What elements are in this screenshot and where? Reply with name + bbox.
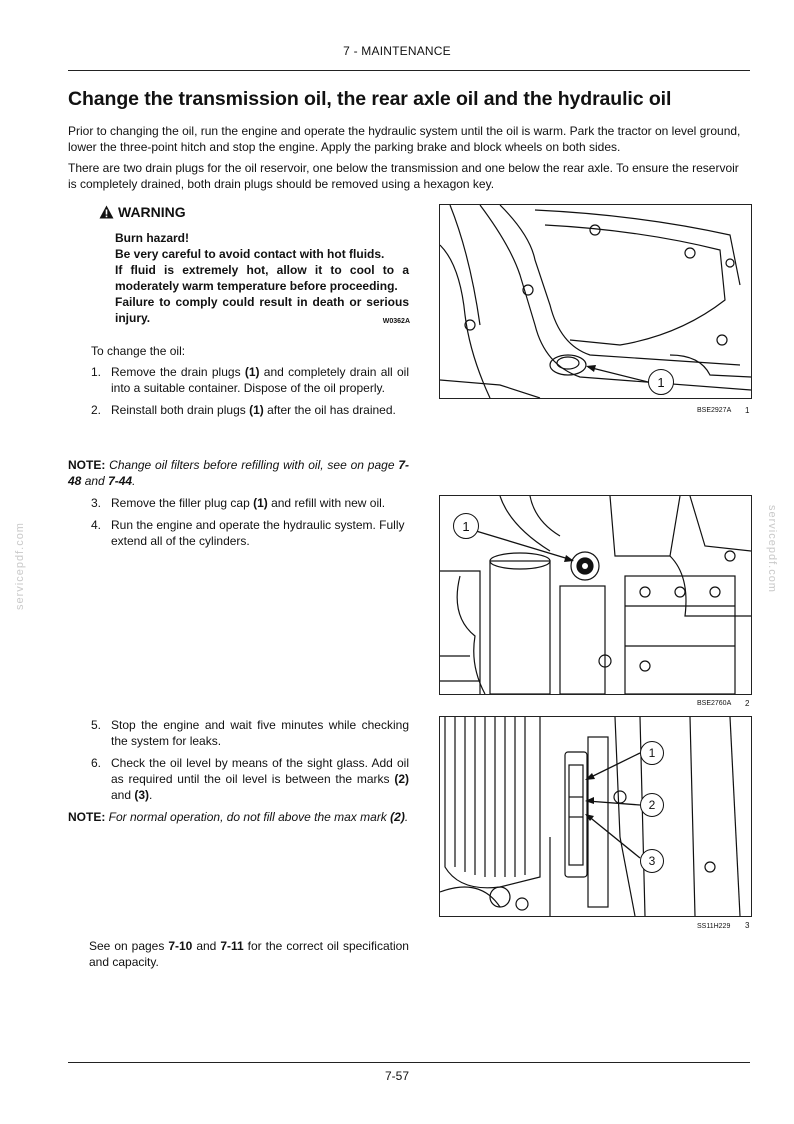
warning-line-2: Be very careful to avoid contact with hot fluids. (115, 247, 385, 261)
figure-1-callout-arrow (440, 205, 751, 398)
note-1-text-e: . (132, 474, 136, 488)
step-1-text-a: Remove the drain plugs (111, 365, 245, 379)
warning-triangle-icon (99, 205, 114, 219)
figure-1-code: BSE2927A (697, 407, 732, 414)
figure-3-callout-arrows (440, 717, 751, 916)
watermark-right: servicepdf.com (766, 505, 778, 593)
figure-3-callout-2: 2 (640, 793, 664, 817)
step-3-number: 3. (91, 496, 102, 510)
step-5-number: 5. (91, 718, 102, 732)
step-1-text (111, 364, 409, 396)
step-6-text-a: Check the oil level by means of the sight glass. Add oil as required until the oil level is between the marks (111, 756, 409, 786)
step-5-text: Stop the engine and wait five minutes while checking the system for leaks. (111, 718, 409, 748)
step-3 (91, 495, 409, 511)
warning-line-1: Burn hazard! (115, 231, 190, 245)
to-change-label: To change the oil: (91, 344, 186, 358)
intro-paragraph-2: There are two drain plugs for the oil reservoir, one below the transmission and one below the rear axle. To ensure the reservoir is completely drained, both drain plugs should be removed using a hexagon key. (68, 161, 739, 191)
steps-list-3 (91, 717, 409, 803)
step-2-text-a: Reinstall both drain plugs (111, 403, 250, 417)
step-2-ref: (1) (249, 403, 264, 417)
warning-title: WARNING (118, 204, 186, 220)
see-pages-text (89, 938, 409, 970)
figure-2-code: BSE2760A (697, 700, 732, 707)
figure-2-callout-arrow (440, 496, 751, 694)
step-6-number: 6. (91, 756, 102, 770)
step-3-text-a: Remove the filler plug cap (111, 496, 254, 510)
warning-line-4: Failure to comply could result in death or serious injury. (115, 295, 409, 325)
step-4-number: 4. (91, 518, 102, 532)
warning-body (115, 230, 409, 326)
intro-paragraph-1: Prior to changing the oil, run the engine and operate the hydraulic system until the oil is warm. Park the tractor on level ground, lower the three-point hitch and stop the engine. Apply the parking brake and block wheels on both sides. (68, 124, 741, 154)
note-2 (68, 809, 409, 825)
step-2-text-c: after the oil has drained. (263, 403, 396, 417)
figure-1-number: 1 (745, 406, 750, 415)
note-1-text-c: and (81, 474, 109, 488)
page-number: 7-57 (384, 1069, 410, 1083)
step-1-ref: (1) (244, 365, 260, 379)
figure-1-drain-plug (439, 204, 752, 399)
figure-3-callout-3: 3 (640, 849, 664, 873)
see-pages-text-e: for the correct oil specification and capacity. (89, 939, 409, 969)
step-4-text: Run the engine and operate the hydraulic system. Fully extend all of the cylinders. (111, 518, 405, 548)
step-2-number: 2. (91, 403, 102, 417)
step-6 (91, 755, 409, 803)
footer-rule (68, 1062, 750, 1063)
step-1-text-c: and completely drain all oil into a suitable container. Dispose of the oil properly. (111, 365, 409, 395)
step-3-text (111, 495, 409, 511)
step-2-text (111, 402, 409, 418)
step-6-text-c: and (111, 788, 135, 802)
figure-3-sight-glass (439, 716, 752, 917)
step-3-ref: (1) (253, 496, 268, 510)
steps-list-1 (91, 364, 409, 418)
see-pages-ref-2: 7-11 (220, 939, 244, 953)
see-pages-text-a: See on pages (89, 939, 169, 953)
note-1 (68, 457, 409, 489)
note-1-text-a: Change oil filters before refilling with oil, see on page (105, 458, 399, 472)
warning-heading (99, 204, 186, 220)
figure-2-filler-cap (439, 495, 752, 695)
figure-3-callout-1: 1 (640, 741, 664, 765)
note-2-ref: (2) (390, 810, 405, 824)
warning-code: W0362A (382, 318, 410, 325)
note-2-text-c: . (404, 810, 409, 824)
header-rule (68, 70, 750, 71)
step-1 (91, 364, 409, 396)
step-5 (91, 717, 409, 749)
see-pages-ref-1: 7-10 (168, 939, 193, 953)
figure-3-number: 3 (745, 921, 750, 930)
note-2-text-a: For normal operation, do not fill above the max mark (105, 810, 391, 824)
watermark-left: servicepdf.com (14, 522, 26, 610)
step-3-text-c: and refill with new oil. (267, 496, 386, 510)
page-title: Change the transmission oil, the rear axle oil and the hydraulic oil (68, 88, 672, 110)
figure-3-code: SS11H229 (697, 923, 731, 930)
warning-line-3: If fluid is extremely hot, allow it to cool to a moderately warm temperature before proceeding. (115, 263, 409, 293)
note-1-page-ref-2: 7-44 (108, 474, 133, 488)
note-2-label: NOTE: (68, 810, 106, 824)
step-6-ref-3: (3) (134, 788, 150, 802)
note-1-label: NOTE: (68, 458, 106, 472)
step-4 (91, 517, 409, 549)
step-6-ref-2: (2) (394, 772, 409, 786)
see-pages-text-c: and (192, 939, 221, 953)
step-2 (91, 402, 409, 418)
step-1-number: 1. (91, 365, 102, 379)
figure-2-number: 2 (745, 699, 750, 708)
figure-2-callout-1: 1 (453, 513, 479, 539)
step-6-text (111, 755, 409, 803)
note-1-page-ref-1: 7-48 (68, 458, 409, 488)
step-6-text-e: . (149, 788, 153, 802)
figure-1-callout-1: 1 (648, 369, 674, 395)
section-header: 7 - MAINTENANCE (343, 44, 451, 58)
steps-list-2 (91, 495, 409, 549)
